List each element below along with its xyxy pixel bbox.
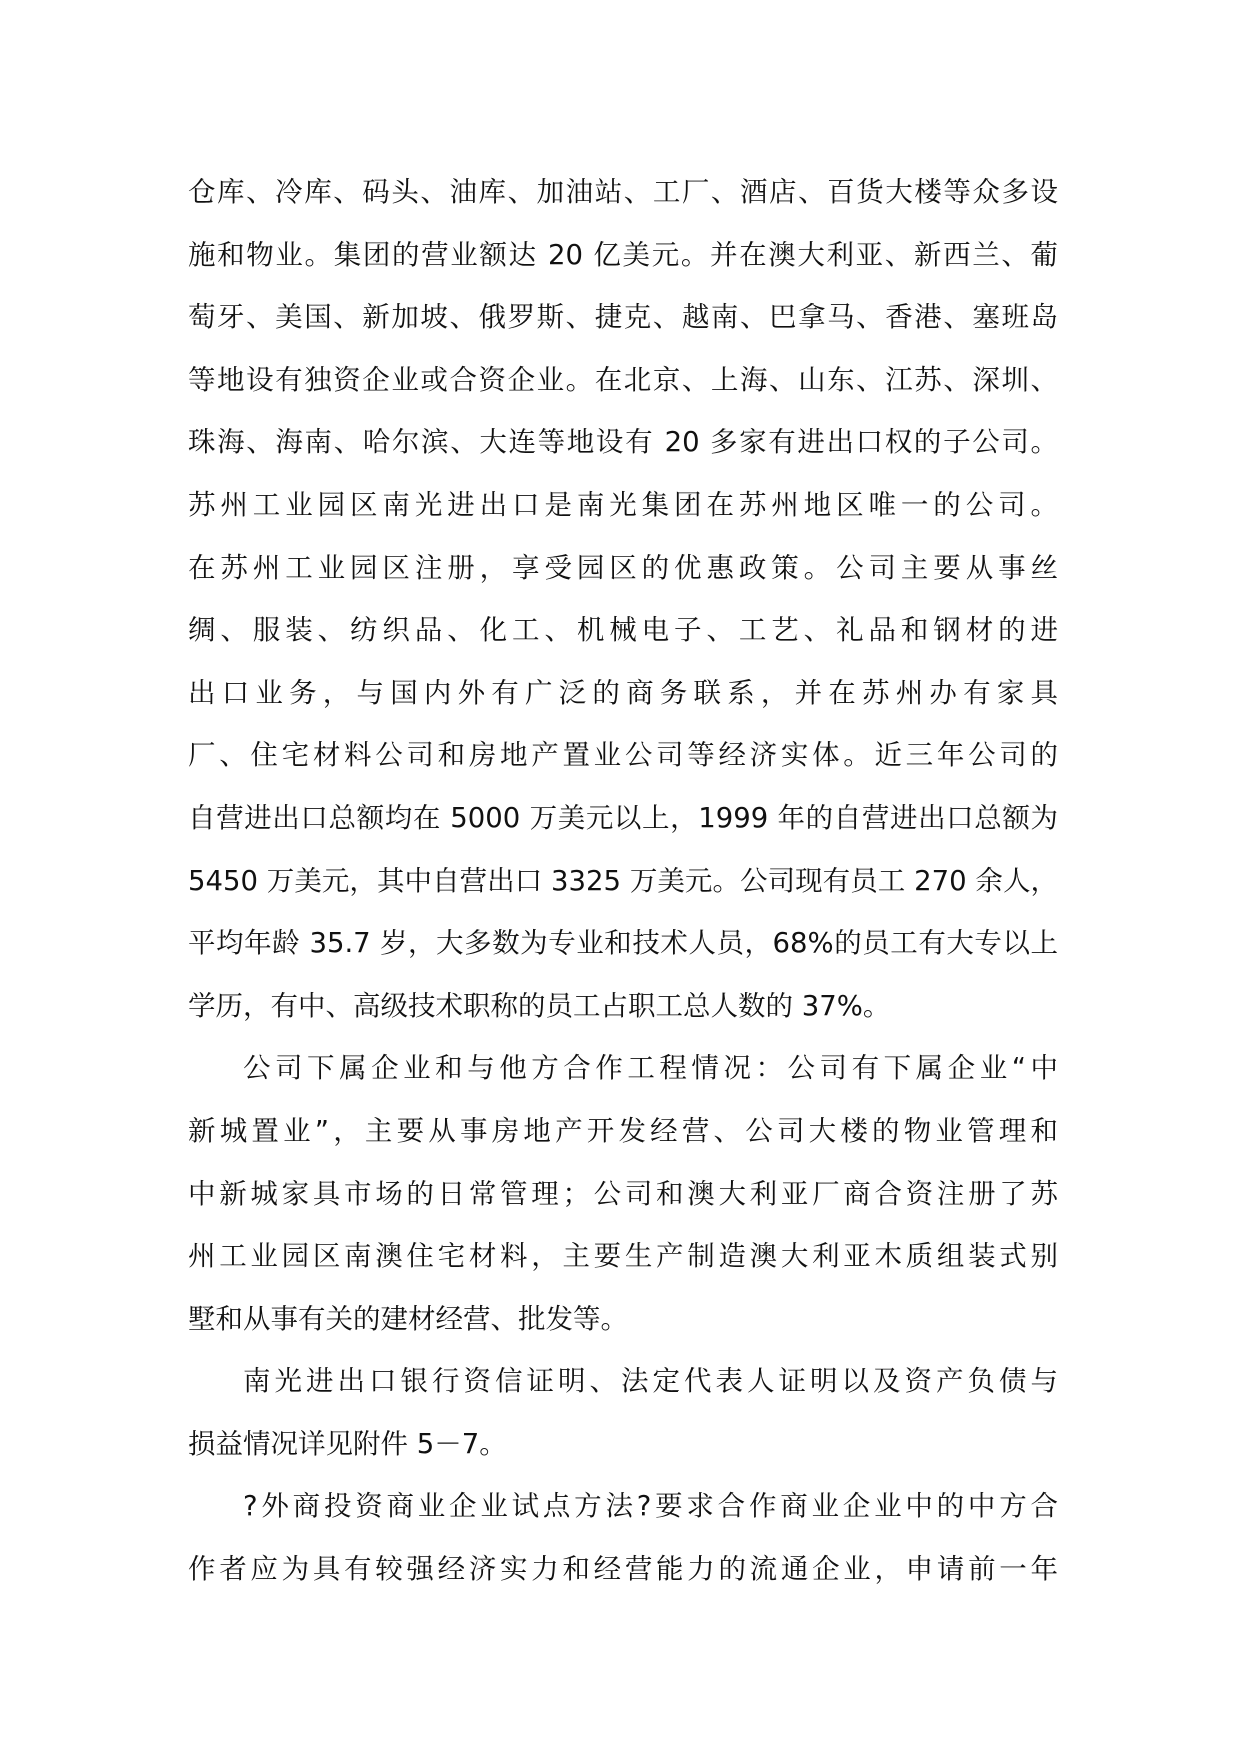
text-line: 南光进出口银行资信证明、法定代表人证明以及资产负债与: [243, 1365, 1058, 1398]
text-line: 施和物业。集团的营业额达 20 亿美元。并在澳大利亚、新西兰、葡: [188, 238, 1058, 271]
paragraph-attachments: [188, 1350, 1058, 1475]
document-body: [188, 161, 1058, 1601]
text-line: 损益情况详见附件 5－7。: [188, 1427, 507, 1460]
text-line: 绸、服装、纺织品、化工、机械电子、工艺、礼品和钢材的进: [188, 614, 1058, 647]
text-line: 平均年龄 35.7 岁，大多数为专业和技术人员，68%的员工有大专以上: [188, 927, 1058, 960]
text-line: 新城置业”，主要从事房地产开发经营、公司大楼的物业管理和: [188, 1114, 1058, 1147]
text-line: 公司下属企业和与他方合作工程情况：公司有下属企业“中: [243, 1052, 1058, 1085]
text-line: 在苏州工业园区注册，享受园区的优惠政策。公司主要从事丝: [188, 551, 1058, 584]
text-line: ?外商投资商业企业试点方法?要求合作商业企业中的中方合: [243, 1490, 1058, 1523]
text-line: 仓库、冷库、码头、油库、加油站、工厂、酒店、百货大楼等众多设: [188, 176, 1058, 208]
text-line: 州工业园区南澳住宅材料，主要生产制造澳大利亚木质组装式别: [188, 1240, 1058, 1273]
text-line: 萄牙、美国、新加坡、俄罗斯、捷克、越南、巴拿马、香港、塞班岛: [188, 301, 1058, 334]
text-line: 墅和从事有关的建材经营、批发等。: [188, 1302, 628, 1335]
text-line: 厂、住宅材料公司和房地产置业公司等经济实体。近三年公司的: [188, 739, 1058, 772]
text-line: 作者应为具有较强经济实力和经营能力的流通企业，申请前一年: [188, 1553, 1058, 1586]
text-line: 等地设有独资企业或合资企业。在北京、上海、山东、江苏、深圳、: [188, 363, 1058, 396]
text-line: 苏州工业园区南光进出口是南光集团在苏州地区唯一的公司。: [188, 488, 1058, 521]
paragraph-group-info: [188, 161, 1058, 1037]
paragraph-pilot-measures: [188, 1475, 1058, 1600]
text-line: 珠海、海南、哈尔滨、大连等地设有 20 多家有进出口权的子公司。: [188, 426, 1058, 459]
text-line: 自营进出口总额均在 5000 万美元以上，1999 年的自营进出口总额为: [188, 801, 1058, 834]
text-line: 中新城家具市场的日常管理；公司和澳大利亚厂商合资注册了苏: [188, 1177, 1058, 1210]
text-line: 5450 万美元，其中自营出口 3325 万美元。公司现有员工 270 余人，: [188, 864, 1058, 897]
paragraph-subsidiaries: [188, 1037, 1058, 1350]
text-line: 学历，有中、高级技术职称的员工占职工总人数的 37%。: [188, 989, 891, 1022]
text-line: 出口业务，与国内外有广泛的商务联系，并在苏州办有家具: [188, 676, 1058, 709]
